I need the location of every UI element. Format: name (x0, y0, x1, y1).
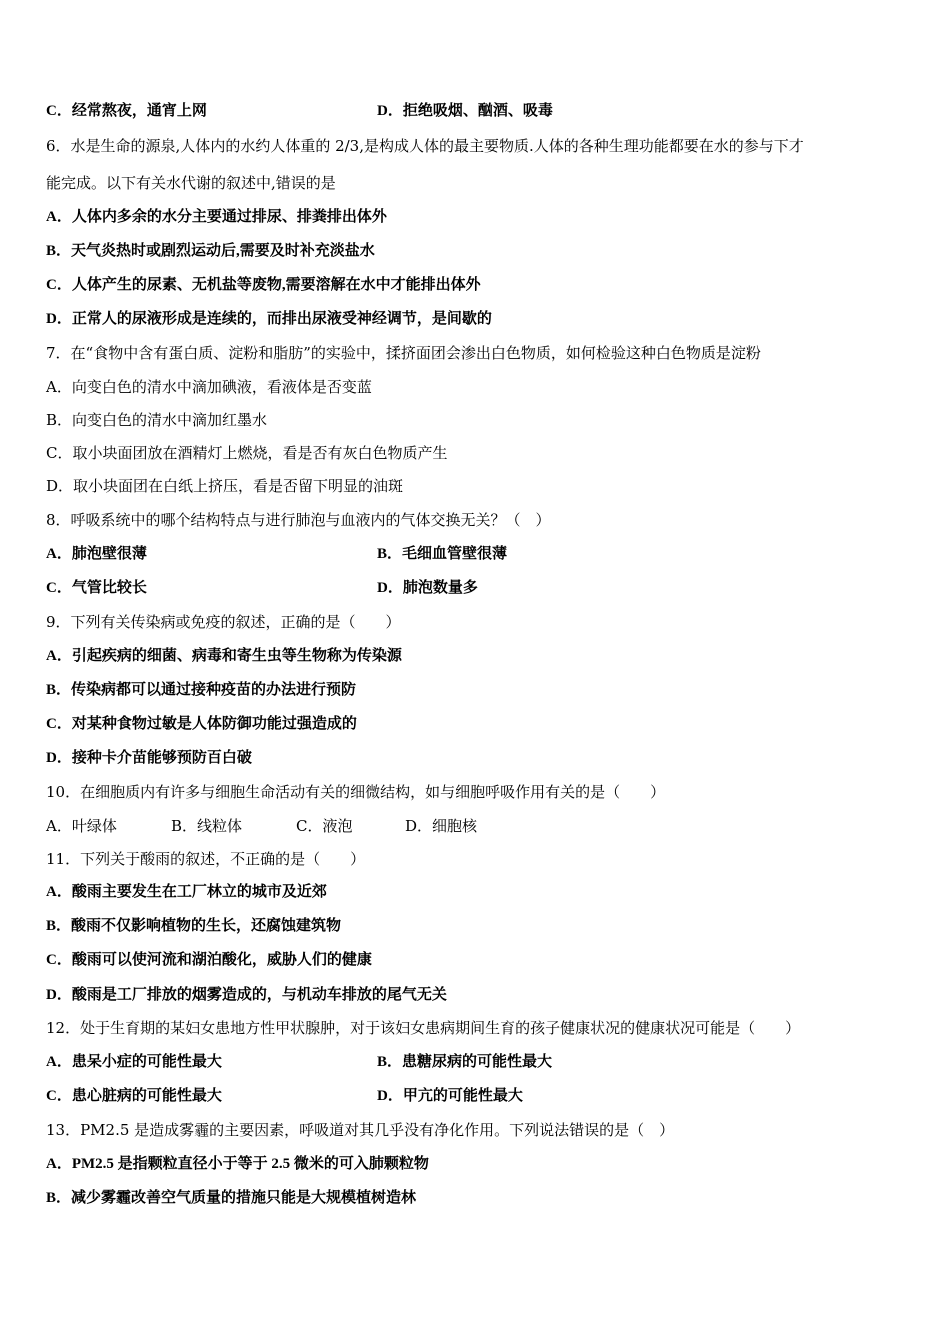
q9-option-b: B．传染病都可以通过接种疫苗的办法进行预防 (46, 682, 357, 698)
q6-option-c: C．人体产生的尿素、无机盐等废物,需要溶解在水中才能排出体外 (46, 277, 481, 293)
q10-stem: 10．在细胞质内有许多与细胞生命活动有关的细微结构，如与细胞呼吸作用有关的是（ ） (46, 783, 666, 801)
q6-stem-cont: 能完成。以下有关水代谢的叙述中,错误的是 (46, 174, 336, 192)
q7-option-a: A．向变白色的清水中滴加碘液，看液体是否变蓝 (46, 378, 372, 396)
q8-option-d: D．肺泡数量多 (377, 580, 478, 596)
q6-option-b: B．天气炎热时或剧烈运动后,需要及时补充淡盐水 (46, 243, 375, 259)
q8-option-a: A．肺泡壁很薄 (46, 546, 147, 562)
q9-option-c: C．对某种食物过敏是人体防御功能过强造成的 (46, 716, 357, 732)
q6-option-d: D．正常人的尿液形成是连续的，而排出尿液受神经调节，是间歇的 (46, 311, 492, 327)
q8-option-b: B．毛细血管壁很薄 (377, 546, 508, 562)
q7-option-c: C．取小块面团放在酒精灯上燃烧，看是否有灰白色物质产生 (46, 444, 448, 462)
q13-option-a: A．PM2.5 是指颗粒直径小于等于 2.5 微米的可入肺颗粒物 (46, 1156, 429, 1172)
q6-stem: 6．水是生命的源泉,人体内的水约人体重的 2/3,是构成人体的最主要物质.人体的各种生理功能都要在水的参与下才 (46, 137, 804, 155)
q9-option-a: A．引起疾病的细菌、病毒和寄生虫等生物称为传染源 (46, 648, 402, 664)
q12-stem: 12．处于生育期的某妇女患地方性甲状腺肿，对于该妇女患病期间生育的孩子健康状况的健康状况可能是（ ） (46, 1019, 801, 1037)
q8-stem: 8．呼吸系统中的哪个结构特点与进行肺泡与血液内的气体交换无关？（ ） (46, 511, 551, 529)
q12-option-d: D．甲亢的可能性最大 (377, 1088, 523, 1104)
q10-option-a: A．叶绿体 (46, 817, 117, 835)
q13-option-b: B．减少雾霾改善空气质量的措施只能是大规模植树造林 (46, 1190, 417, 1206)
q12-option-b: B．患糖尿病的可能性最大 (377, 1054, 553, 1070)
q11-option-a: A．酸雨主要发生在工厂林立的城市及近郊 (46, 884, 327, 900)
q11-option-c: C．酸雨可以使河流和湖泊酸化，威胁人们的健康 (46, 952, 372, 968)
q5-option-d: D．拒绝吸烟、酗酒、吸毒 (377, 103, 553, 119)
q9-stem: 9．下列有关传染病或免疫的叙述，正确的是（ ） (46, 613, 401, 631)
q8-option-c: C．气管比较长 (46, 580, 147, 596)
q10-option-d: D．细胞核 (405, 817, 478, 835)
q11-stem: 11．下列关于酸雨的叙述，不正确的是（ ） (46, 850, 366, 868)
q7-option-d: D．取小块面团在白纸上挤压，看是否留下明显的油斑 (46, 477, 404, 495)
q6-option-a: A．人体内多余的水分主要通过排尿、排粪排出体外 (46, 209, 387, 225)
q11-option-d: D．酸雨是工厂排放的烟雾造成的，与机动车排放的尾气无关 (46, 987, 447, 1003)
q7-stem: 7．在“食物中含有蛋白质、淀粉和脂肪”的实验中，揉挤面团会渗出白色物质，如何检验这种白色物质是淀粉 (46, 344, 761, 362)
q13-stem: 13．PM2.5 是造成雾霾的主要因素，呼吸道对其几乎没有净化作用。下列说法错误的是（ ） (46, 1121, 675, 1139)
q10-option-c: C．液泡 (296, 817, 353, 835)
q7-option-b: B．向变白色的清水中滴加红墨水 (46, 411, 268, 429)
q10-option-b: B．线粒体 (171, 817, 243, 835)
q11-option-b: B．酸雨不仅影响植物的生长，还腐蚀建筑物 (46, 918, 342, 934)
q12-option-a: A．患呆小症的可能性最大 (46, 1054, 222, 1070)
q9-option-d: D．接种卡介苗能够预防百白破 (46, 750, 252, 766)
q5-option-c: C．经常熬夜，通宵上网 (46, 103, 207, 119)
q12-option-c: C．患心脏病的可能性最大 (46, 1088, 222, 1104)
